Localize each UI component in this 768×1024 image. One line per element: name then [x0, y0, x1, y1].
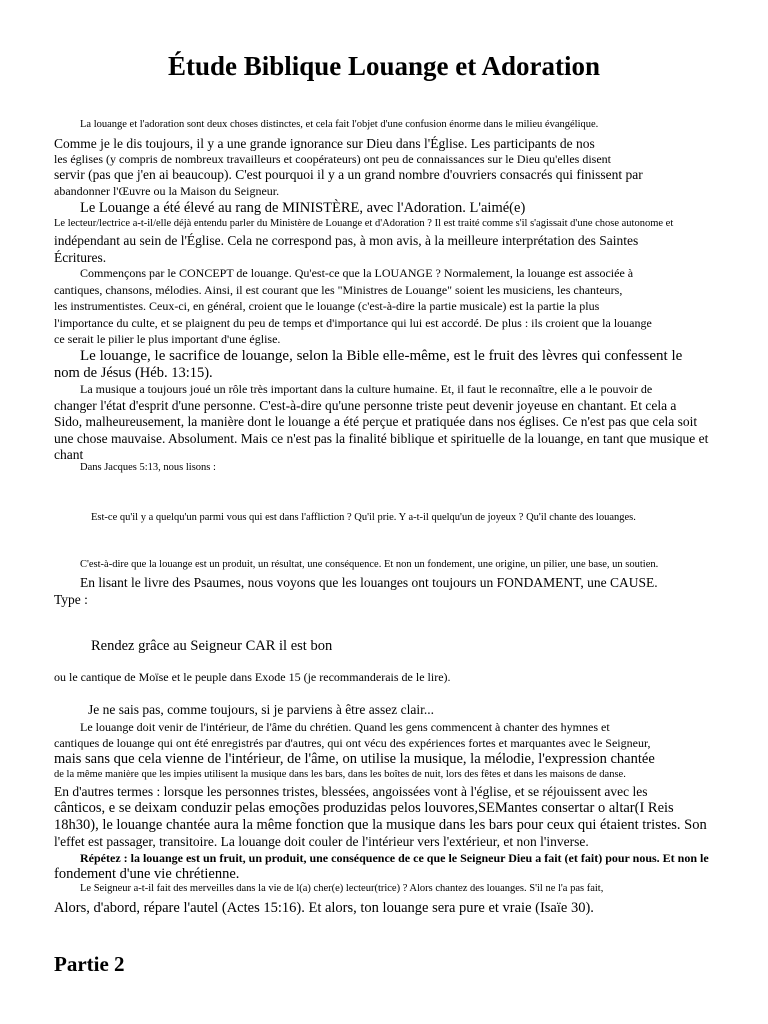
text-line: cantiques, chansons, mélodies. Ainsi, il est courant que les "Ministres de Louange" soient les musiciens, les chanteurs,: [54, 283, 623, 297]
text-line: ce serait le pilier le plus important d'une église.: [54, 332, 281, 346]
text-line: Écritures.: [54, 250, 107, 265]
text-line: Type :: [54, 592, 88, 607]
text-line: En d'autres termes : lorsque les personnes tristes, blessées, angoissées vont à l'église, et se réjouissent avec les: [54, 784, 648, 799]
text-line: En lisant le livre des Psaumes, nous voyons que les louanges ont toujours un FONDAMENT, une CAUSE.: [80, 575, 658, 590]
text-line: mais sans que cela vienne de l'intérieur, de l'âme, on utilise la musique, la mélodie, l'expression chantée: [54, 751, 655, 767]
quote-line: Est-ce qu'il y a quelqu'un parmi vous qui est dans l'affliction ? Qu'il prie. Y a-t-il quelqu'un de joyeux ? Qu'il chante des louanges.: [91, 512, 636, 523]
text-line: Le Seigneur a-t-il fait des merveilles dans la vie de l(a) cher(e) lecteur(trice) ? Alors chantez des louanges. S'il ne l'a pas fait,: [80, 883, 604, 894]
text-line: Je ne sais pas, comme toujours, si je parviens à être assez clair...: [88, 702, 435, 717]
text-line: Commençons par le CONCEPT de louange. Qu'est-ce que la LOUANGE ? Normalement, la louange est associée à: [80, 266, 634, 280]
text-line: Le Louange a été élevé au rang de MINISTÈRE, avec l'Adoration. L'aimé(e): [80, 200, 526, 216]
text-line: changer l'état d'esprit d'une personne. C'est-à-dire qu'une personne triste peut devenir joyeuse en chantant. Et cela a: [54, 398, 677, 413]
text-line: de la même manière que les impies utilisent la musique dans les bars, dans les boîtes de nuit, lors des fêtes et dans les maisons de danse.: [54, 769, 626, 780]
text-line: Le louange, le sacrifice de louange, selon la Bible elle-même, est le fruit des lèvres qui confessent le: [80, 348, 683, 364]
emphasis-line: Répétez : la louange est un fruit, un produit, une conséquence de ce que le Seigneur Dieu a fait (et fait) pour nous. Et non le: [80, 851, 709, 865]
text-line: Comme je le dis toujours, il y a une grande ignorance sur Dieu dans l'Église. Les participants de nos: [54, 136, 595, 151]
text-line: cânticos, e se deixam conduzir pelas emoções produzidas pelos louvores,SEMantes consertar o altar(I Reis: [54, 800, 674, 816]
text-line: Dans Jacques 5:13, nous lisons :: [80, 462, 216, 473]
text-line: abandonner l'Œuvre ou la Maison du Seigneur.: [54, 184, 280, 198]
text-line: indépendant au sein de l'Église. Cela ne correspond pas, à mon avis, à la meilleure interprétation des Saintes: [54, 233, 639, 248]
text-line: l'effet est passager, transitoire. La louange doit couler de l'intérieur vers l'extérieur, et non l'inverse.: [54, 834, 589, 849]
text-line: cantiques de louange qui ont été enregistrés par d'autres, qui ont vécu des expériences fortes et marquantes avec le Seigneur,: [54, 736, 651, 750]
page-title: Étude Biblique Louange et Adoration: [167, 51, 601, 81]
text-line: une chose mauvaise. Absolument. Mais ce n'est pas la finalité biblique et spirituelle de la louange, en tant que musique et: [54, 431, 709, 446]
text-line: nom de Jésus (Héb. 13:15).: [54, 365, 213, 381]
text-line: servir (pas que j'en ai beaucoup). C'est pourquoi il y a un grand nombre d'ouvriers consacrés qui finissent par: [54, 167, 643, 182]
text-line: 18h30), le louange chantée aura la même fonction que la musique dans les bars pour ceux qui étaient tristes. Son: [54, 817, 707, 833]
text-line: ou le cantique de Moïse et le peuple dans Exode 15 (je recommanderais de le lire).: [54, 670, 451, 684]
text-line: l'importance du culte, et se plaignent du peu de temps et d'importance qui lui est accordé. De plus : ils croient que la louange: [54, 316, 652, 330]
text-line: chant: [54, 447, 84, 462]
text-line: Le lecteur/lectrice a-t-il/elle déjà entendu parler du Ministère de Louange et d'Adoration ? Il est traité comme s'il s'agissait d'une chose autonome et: [54, 218, 674, 229]
text-line: Sido, malheureusement, la manière dont le louange a été perçue et pratiquée dans nos églises. Ce n'est pas que cela soit: [54, 414, 698, 429]
text-line: La louange et l'adoration sont deux choses distinctes, et cela fait l'objet d'une confusion énorme dans le milieu évangélique.: [80, 119, 599, 130]
text-line: La musique a toujours joué un rôle très important dans la culture humaine. Et, il faut le reconnaître, elle a le pouvoir de: [80, 382, 653, 396]
text-line: C'est-à-dire que la louange est un produit, un résultat, une conséquence. Et non un fondement, une origine, un pilier, une base, un soutien.: [80, 559, 659, 570]
section-heading: Partie 2: [54, 952, 125, 976]
text-line: Le louange doit venir de l'intérieur, de l'âme du chrétien. Quand les gens commencent à chanter des hymnes et: [80, 720, 610, 734]
text-line: les instrumentistes. Ceux-ci, en général, croient que le louange (c'est-à-dire la partie musicale) est la partie la plus: [54, 299, 600, 313]
quote-line: Rendez grâce au Seigneur CAR il est bon: [91, 638, 333, 654]
text-line: les églises (y compris de nombreux travailleurs et coopérateurs) ont peu de connaissances sur le Dieu qu'elles disent: [54, 152, 611, 166]
text-line: fondement d'une vie chrétienne.: [54, 866, 240, 882]
text-line: Alors, d'abord, répare l'autel (Actes 15:16). Et alors, ton louange sera pure et vraie (Isaïe 30).: [54, 900, 594, 916]
